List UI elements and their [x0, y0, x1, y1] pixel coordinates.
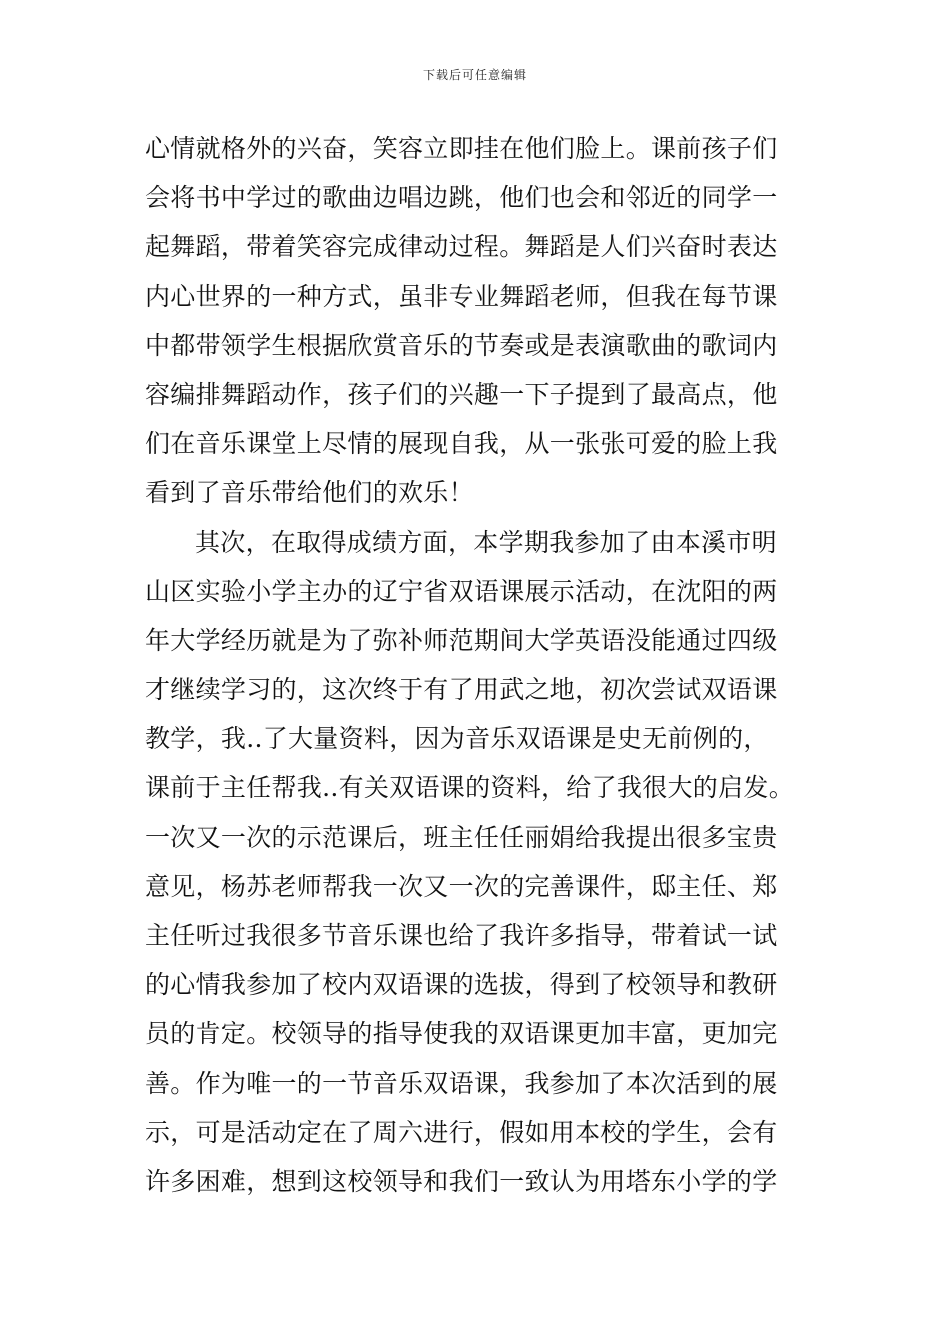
- text-line: 会将书中学过的歌曲边唱边跳，他们也会和邻近的同学一: [145, 183, 778, 213]
- text-line: 的心情我参加了校内双语课的选拔，得到了校领导和教研: [145, 970, 778, 1000]
- text-line: 主任听过我很多节音乐课也给了我许多指导，带着试一试: [145, 921, 778, 950]
- text-line: 年大学经历就是为了弥补师范期间大学英语没能通过四级: [145, 625, 778, 655]
- page-header-note: 下载后可任意编辑: [422, 68, 527, 82]
- paragraph-start-line: 其次，在取得成绩方面，本学期我参加了由本溪市明: [195, 527, 777, 557]
- text-line: 示，可是活动定在了周六进行，假如用本校的学生，会有: [145, 1117, 778, 1147]
- text-line: 山区实验小学主办的辽宁省双语课展示活动，在沈阳的两: [145, 576, 778, 606]
- text-line: 善。作为唯一的一节音乐双语课，我参加了本次活到的展: [145, 1068, 778, 1098]
- text-line: 教学，我..了大量资料，因为音乐双语课是史无前例的，: [145, 724, 769, 754]
- text-line: 们在音乐课堂上尽情的展现自我，从一张张可爱的脸上我: [145, 429, 778, 459]
- text-line: 心情就格外的兴奋，笑容立即挂在他们脸上。课前孩子们: [145, 134, 778, 163]
- text-line: 许多困难，想到这校领导和我们一致认为用塔东小学的学: [145, 1166, 778, 1196]
- text-line: 容编排舞蹈动作，孩子们的兴趣一下子提到了最高点，他: [145, 379, 778, 409]
- text-line: 内心世界的一种方式，虽非专业舞蹈老师，但我在每节课: [145, 281, 778, 311]
- text-line: 意见，杨苏老师帮我一次又一次的完善课件，邸主任、郑: [145, 871, 778, 901]
- text-line: 看到了音乐带给他们的欢乐！: [145, 478, 474, 508]
- text-line: 员的肯定。校领导的指导使我的双语课更加丰富，更加完: [145, 1019, 778, 1049]
- text-line: 一次又一次的示范课后，班主任任丽娟给我提出很多宝贵: [145, 822, 778, 852]
- text-line: 课前于主任帮我..有关双语课的资料，给了我很大的启发。: [145, 773, 794, 803]
- text-line: 中都带领学生根据欣赏音乐的节奏或是表演歌曲的歌词内: [145, 330, 778, 360]
- text-line: 才继续学习的，这次终于有了用武之地，初次尝试双语课: [145, 675, 778, 705]
- text-line: 起舞蹈，带着笑容完成律动过程。舞蹈是人们兴奋时表达: [145, 232, 778, 262]
- document-body: [145, 124, 835, 1206]
